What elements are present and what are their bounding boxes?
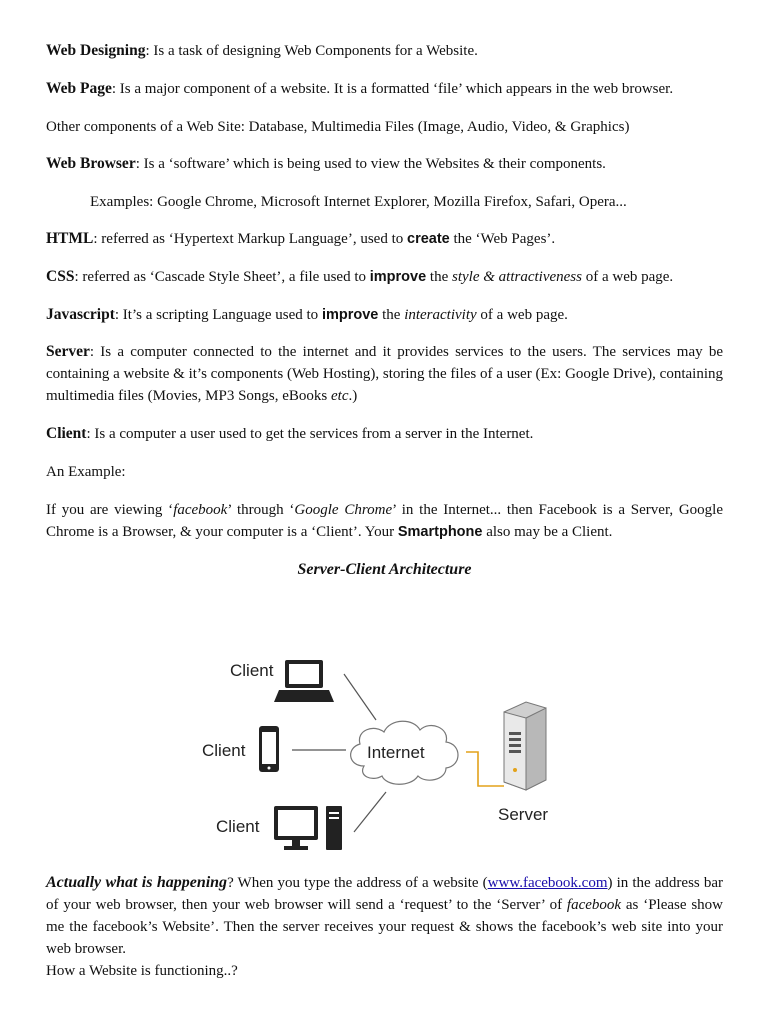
server-icon	[504, 702, 546, 790]
term-web-browser: Web Browser	[46, 155, 136, 172]
def-client: Client: Is a computer a user used to get the services from a server in the Internet.	[46, 425, 534, 442]
happening-paragraph: Actually what is happening? When you type the address of a website (www.facebook.com) in the address bar of your web browser, then your web browser will send a ‘request’ to the ‘Server’ of facebook as ‘Please show me the facebook’s Website’. Then the server receives your request & shows the facebook’s web site into your web browser.	[46, 874, 723, 957]
term-web-designing: Web Designing	[46, 42, 146, 59]
def-web-designing: Web Designing: Is a task of designing Web Components for a Website.	[46, 42, 478, 59]
document-body	[46, 40, 723, 581]
closing-line: How a Website is functioning..?	[46, 963, 238, 979]
term-client: Client	[46, 425, 87, 442]
document-body-continued	[46, 872, 723, 982]
term-javascript: Javascript	[46, 306, 115, 323]
example-heading: An Example:	[46, 464, 126, 480]
def-web-browser: Web Browser: Is a ‘software’ which is being used to view the Websites & their components.	[46, 155, 606, 172]
term-server: Server	[46, 343, 90, 360]
def-css: CSS: referred as ‘Cascade Style Sheet’, a file used to improve the style & attractiveness of a web page.	[46, 268, 674, 285]
smartphone-icon	[259, 726, 279, 772]
def-javascript: Javascript: It’s a scripting Language used to improve the interactivity of a web page.	[46, 306, 568, 323]
laptop-icon	[274, 660, 334, 702]
label-server: Server	[498, 805, 549, 824]
term-css: CSS	[46, 268, 75, 285]
server-client-diagram	[196, 646, 576, 856]
term-html: HTML	[46, 230, 94, 247]
connector-bottom-client	[354, 792, 386, 832]
browser-examples: Examples: Google Chrome, Microsoft Internet Explorer, Mozilla Firefox, Safari, Opera...	[90, 194, 627, 210]
other-components: Other components of a Web Site: Database, Multimedia Files (Image, Audio, Video, & Graphics)	[46, 119, 630, 135]
def-server: Server: Is a computer connected to the internet and it provides services to the users. The services may be containing a website & it’s components (Web Hosting), storing the files of a user (Ex: Google Drive), containing multimedia files (Movies, MP3 Songs, eBooks etc.)	[46, 343, 723, 404]
facebook-link[interactable]: www.facebook.com	[487, 875, 608, 891]
desktop-computer-icon	[274, 806, 342, 850]
example-paragraph: If you are viewing ‘facebook’ through ‘Google Chrome’ in the Internet... then Facebook is a Server, Google Chrome is a Browser, & your computer is a ‘Client’. Your Smartphone also may be a Client.	[46, 502, 724, 540]
def-html: HTML: referred as ‘Hypertext Markup Language’, used to create the ‘Web Pages’.	[46, 230, 556, 247]
def-web-page: Web Page: Is a major component of a website. It is a formatted ‘file’ which appears in the web browser.	[46, 80, 674, 97]
label-client-top: Client	[230, 661, 274, 680]
connector-top-client	[344, 674, 376, 720]
happening-lead: Actually what is happening	[46, 874, 228, 891]
label-internet: Internet	[367, 743, 425, 762]
term-web-page: Web Page	[46, 80, 112, 97]
diagram-svg	[196, 646, 576, 856]
connector-server	[466, 752, 504, 786]
label-client-bottom: Client	[216, 817, 260, 836]
label-client-middle: Client	[202, 741, 246, 760]
diagram-caption: Server-Client Architecture	[297, 561, 472, 578]
